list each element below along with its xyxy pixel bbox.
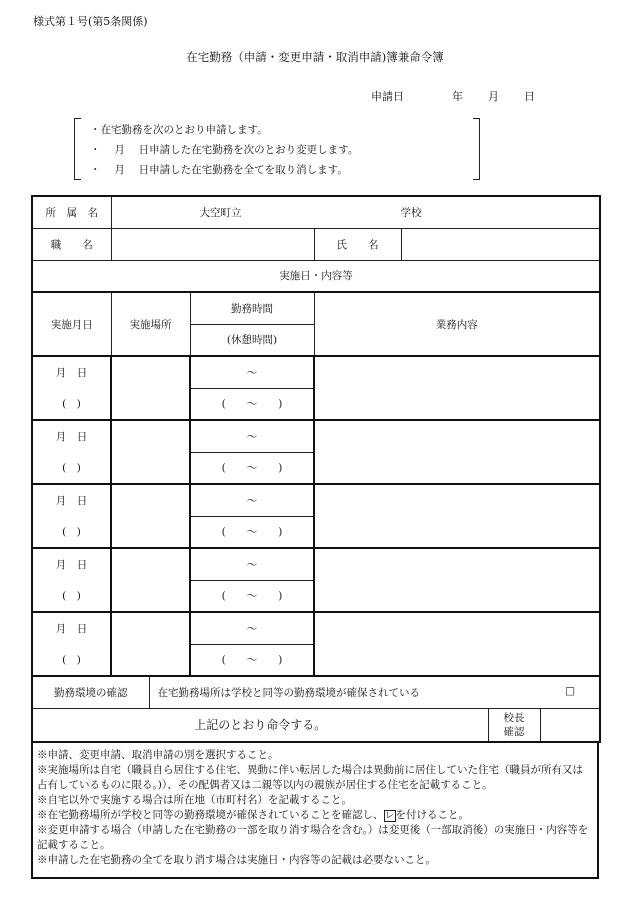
page-title: 在宅勤務（申請・変更申請・取消申請)簿兼命令簿: [186, 50, 444, 64]
section-title: 実施日・内容等: [32, 260, 600, 292]
place-cell[interactable]: [111, 356, 190, 420]
checkmark-box-icon: レ: [384, 811, 394, 821]
col-content-header: 業務内容: [314, 292, 600, 356]
day-label: 日: [524, 90, 535, 103]
note-item: ※変更申請する場合（申請した在宅勤務の一部を取り消す場合を含む。）は変更後（一部取消後）の実施日・内容等を記載すること。: [37, 824, 589, 851]
date-cell[interactable]: 月 日: [32, 548, 111, 580]
break-cell[interactable]: ( ～ ): [190, 644, 314, 676]
content-cell[interactable]: [314, 420, 600, 484]
note-item: ※申請、変更申請、取消申請の別を選択すること。: [37, 749, 279, 761]
col-hours-header: 勤務時間: [190, 292, 314, 324]
env-check-text: 在宅勤務場所は学校と同等の勤務環境が確保されている: [157, 686, 420, 699]
weekday-cell[interactable]: ( ): [32, 516, 111, 548]
weekday-cell[interactable]: ( ): [32, 580, 111, 612]
date-cell[interactable]: 月 日: [32, 484, 111, 516]
bracket-right: [473, 118, 480, 180]
place-cell[interactable]: [111, 420, 190, 484]
month-label: 月: [488, 90, 499, 103]
confirm-label: 確認: [503, 725, 525, 738]
col-place-header: 実施場所: [111, 292, 190, 356]
form-number: 様式第１号(第5条関係): [33, 15, 148, 28]
hours-cell[interactable]: ～: [190, 612, 314, 644]
col-break-header: (休憩時間): [190, 324, 314, 356]
content-cell[interactable]: [314, 612, 600, 676]
break-cell[interactable]: ( ～ ): [190, 516, 314, 548]
hours-cell[interactable]: ～: [190, 420, 314, 452]
content-cell[interactable]: [314, 356, 600, 420]
job-title-label: 職 名: [32, 228, 111, 260]
affiliation-field[interactable]: [111, 196, 600, 228]
application-date-label: 申請日: [371, 90, 404, 103]
year-label: 年: [452, 90, 463, 103]
hours-cell[interactable]: ～: [190, 356, 314, 388]
weekday-cell[interactable]: ( ): [32, 644, 111, 676]
env-check-field[interactable]: [149, 676, 600, 708]
name-label: 氏 名: [314, 228, 401, 260]
env-check-label: 勤務環境の確認: [32, 676, 149, 708]
date-cell[interactable]: 月 日: [32, 612, 111, 644]
principal-confirm[interactable]: [488, 708, 600, 742]
affiliation-town: 大空町立: [199, 206, 242, 219]
col-date-header: 実施月日: [32, 292, 111, 356]
note-item: ※実施場所は自宅（職員自ら居住する住宅、異動に伴い転居した場合は異動前に居住していた住宅（職員が所有又は占有しているものに限る。)）、その配偶者又は二親等以内の親族が居住する住宅を記載すること。: [37, 764, 583, 791]
content-cell[interactable]: [314, 548, 600, 612]
note-item: ※申請した在宅勤務の全てを取り消す場合は実施日・内容等の記載は必要ないこと。: [37, 854, 436, 866]
name-field[interactable]: [401, 228, 600, 260]
option-apply[interactable]: ・在宅勤務を次のとおり申請します。: [90, 124, 268, 136]
place-cell[interactable]: [111, 484, 190, 548]
job-title-field[interactable]: [111, 228, 314, 260]
break-cell[interactable]: ( ～ ): [190, 388, 314, 420]
content-cell[interactable]: [314, 484, 600, 548]
place-cell[interactable]: [111, 548, 190, 612]
break-cell[interactable]: ( ～ ): [190, 580, 314, 612]
note-item: ※在宅勤務場所が学校と同等の勤務環境が確保されていることを確認し、レ を付けること。: [37, 809, 469, 821]
weekday-cell[interactable]: ( ): [32, 452, 111, 484]
weekday-cell[interactable]: ( ): [32, 388, 111, 420]
notes: [31, 742, 599, 879]
place-cell[interactable]: [111, 612, 190, 676]
hours-cell[interactable]: ～: [190, 548, 314, 580]
env-checkbox[interactable]: □: [565, 685, 576, 697]
option-change[interactable]: ・ 月 日申請した在宅勤務を次のとおり変更します。: [90, 144, 359, 156]
break-cell[interactable]: ( ～ ): [190, 452, 314, 484]
hours-cell[interactable]: ～: [190, 484, 314, 516]
date-cell[interactable]: 月 日: [32, 356, 111, 388]
principal-label: 校長: [503, 711, 525, 724]
option-cancel[interactable]: ・ 月 日申請した在宅勤務を全てを取り消します。: [90, 164, 348, 176]
order-statement: 上記のとおり命令する。: [32, 708, 488, 742]
affiliation-school: 学校: [400, 206, 422, 219]
application-form-table: [31, 195, 601, 743]
note-item: ※自宅以外で実施する場合は所在地（市町村名）を記載すること。: [37, 794, 352, 806]
date-cell[interactable]: 月 日: [32, 420, 111, 452]
bracket-left: [74, 118, 81, 180]
affiliation-label: 所 属 名: [32, 196, 111, 228]
